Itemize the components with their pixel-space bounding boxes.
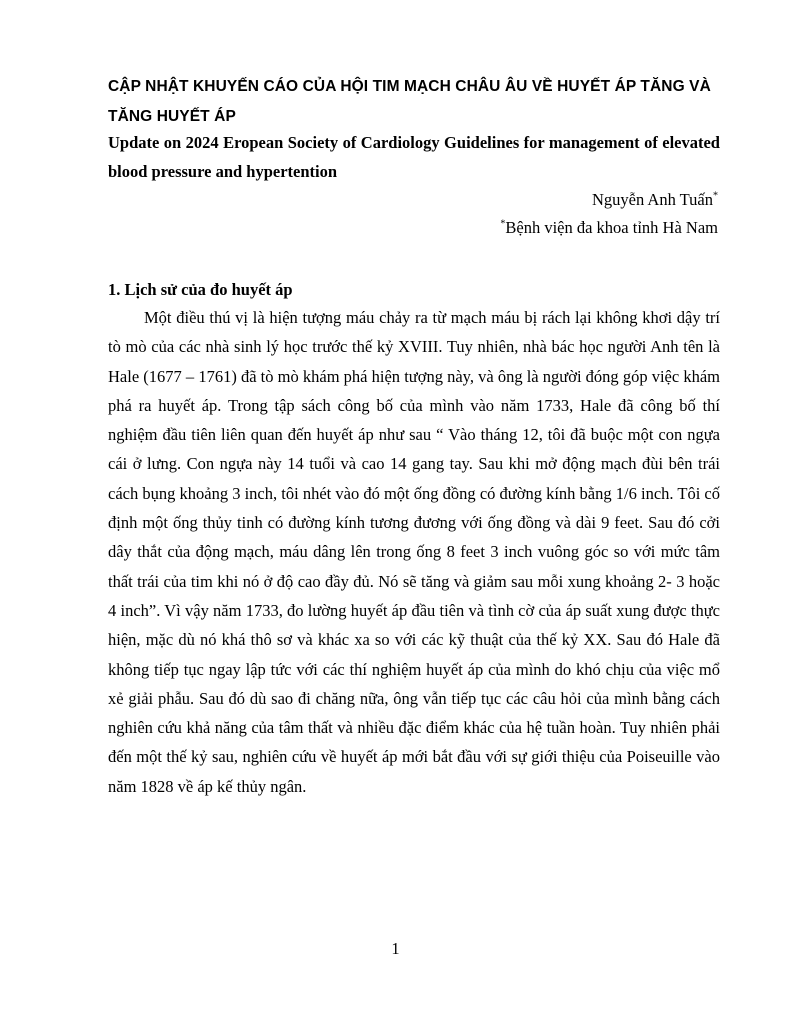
author-line (592, 187, 718, 213)
affiliation-name: Bệnh viện đa khoa tỉnh Hà Nam (505, 218, 718, 237)
english-title: Update on 2024 Eropean Society of Cardiology Guidelines for management of elevated blood pressure and hypertention (108, 133, 720, 181)
author-marker: * (713, 190, 718, 202)
vietnamese-title: CẬP NHẬT KHUYẾN CÁO CỦA HỘI TIM MẠCH CHÂU ÂU VỀ HUYẾT ÁP TĂNG VÀ TĂNG HUYẾT ÁP (108, 78, 711, 125)
affiliation-marker: * (500, 218, 506, 230)
body-paragraph: Một điều thú vị là hiện tượng máu chảy ra từ mạch máu bị rách lại không khơi dậy trí tò mò của các nhà sinh lý học trước thế kỷ XVIII. Tuy nhiên, nhà bác học người Anh tên là Hale (1677 – 1761) đã tò mò khám phá hiện tượng này, và ông là người đóng góp việc khám phá ra huyết áp. Trong tập sách công bố của mình vào năm 1733, Hale đã công bố thí nghiệm đầu tiên liên quan đến huyết áp như sau “ Vào tháng 12, tôi đã buộc một con ngựa cái ở lưng. Con ngựa này 14 tuổi và cao 14 gang tay. Sau khi mở động mạch đùi bên trái cách bụng khoảng 3 inch, tôi nhét vào đó một ống đồng có đường kính bằng 1/6 inch. Tôi cố định một ống thủy tinh có đường kính tương đương với ống đồng và dài 9 feet. Sau đó cởi dây thắt của động mạch, máu dâng lên trong ống 8 feet 3 inch vuông góc so với mức tâm thất trái của tim khi nó ở độ cao đầy đủ. Nó sẽ tăng và giảm sau mỗi xung khoảng 2- 3 hoặc 4 inch”. Vì vậy năm 1733, đo lường huyết áp đầu tiên và tình cờ của áp suất xung được thực hiện, mặc dù nó khá thô sơ và khác xa so với các kỹ thuật của thế kỷ XX. Sau đó Hale đã không tiếp tục ngay lập tức với các thí nghiệm huyết áp của mình do khó chịu của việc mổ xẻ giải phẫu. Sau đó dù sao đi chăng nữa, ông vẫn tiếp tục các câu hỏi của mình bằng cách nghiên cứu khả năng của tâm thất và nhiều đặc điểm khác của hệ tuần hoàn. Tuy nhiên phải đến một thế kỷ sau, nghiên cứu về huyết áp mới bắt đầu với sự giới thiệu của Poiseuille vào năm 1828 về áp kế thủy ngân. (108, 308, 720, 796)
section-heading: 1. Lịch sử của đo huyết áp (108, 280, 293, 299)
affiliation-line (500, 215, 718, 241)
author-name: Nguyễn Anh Tuấn (591, 190, 713, 209)
page-number: 1 (391, 939, 400, 958)
